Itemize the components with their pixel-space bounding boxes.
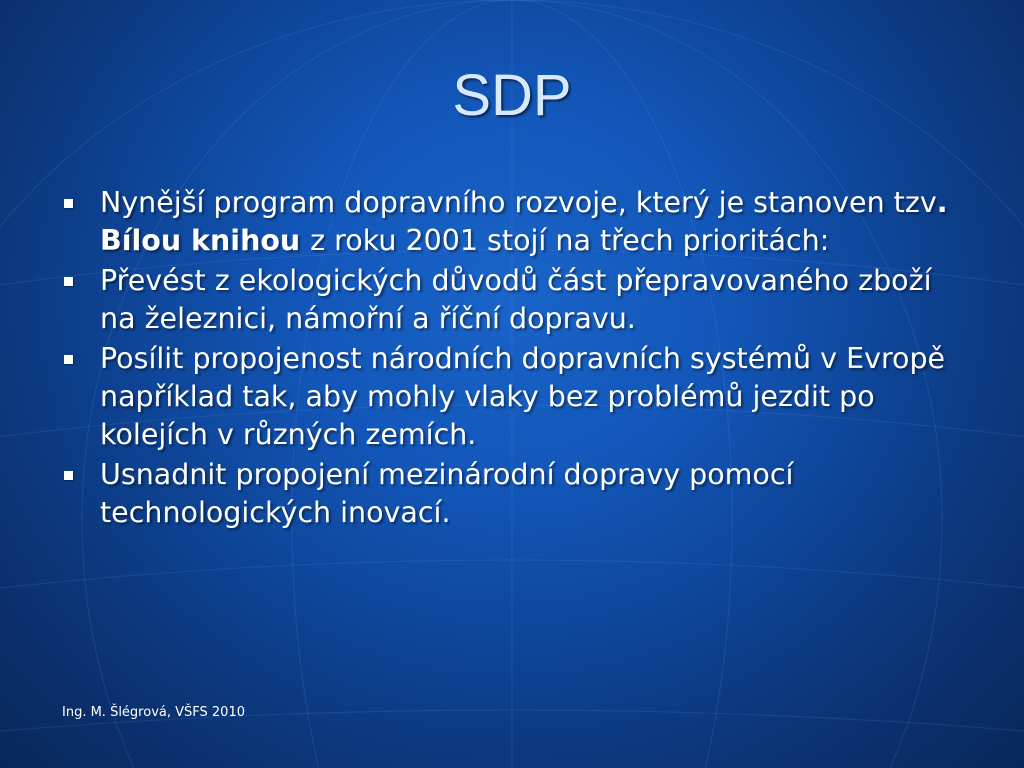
bullet-text: Usnadnit propojení mezinárodní dopravy pomocí technologických inovací. xyxy=(100,458,794,529)
bullet-item xyxy=(62,340,972,454)
slide-footer: Ing. M. Šlégrová, VŠFS 2010 xyxy=(62,705,245,720)
bullet-list xyxy=(62,184,972,534)
bullet-text-bold: . Bílou knihou xyxy=(100,186,948,257)
square-bullet-icon xyxy=(64,471,73,480)
square-bullet-icon xyxy=(64,355,73,364)
square-bullet-icon xyxy=(64,277,73,286)
bullet-text-part: Nynější program dopravního rozvoje, který je stanoven tzv xyxy=(100,186,937,219)
bullet-text-part: z roku 2001 stojí na třech prioritách: xyxy=(310,224,830,257)
bullet-text xyxy=(100,186,948,257)
square-bullet-icon xyxy=(64,199,73,208)
bullet-text: Převést z ekologických důvodů část přepravovaného zboží na železnici, námořní a říční dopravu. xyxy=(100,264,932,335)
bullet-text: Posílit propojenost národních dopravních systémů v Evropě například tak, aby mohly vlaky bez problémů jezdit po kolejích v různých zemích. xyxy=(100,342,946,451)
bullet-item xyxy=(62,456,972,532)
bullet-item xyxy=(62,262,972,338)
slide-title: SDP xyxy=(452,63,572,128)
bullet-item xyxy=(62,184,972,260)
